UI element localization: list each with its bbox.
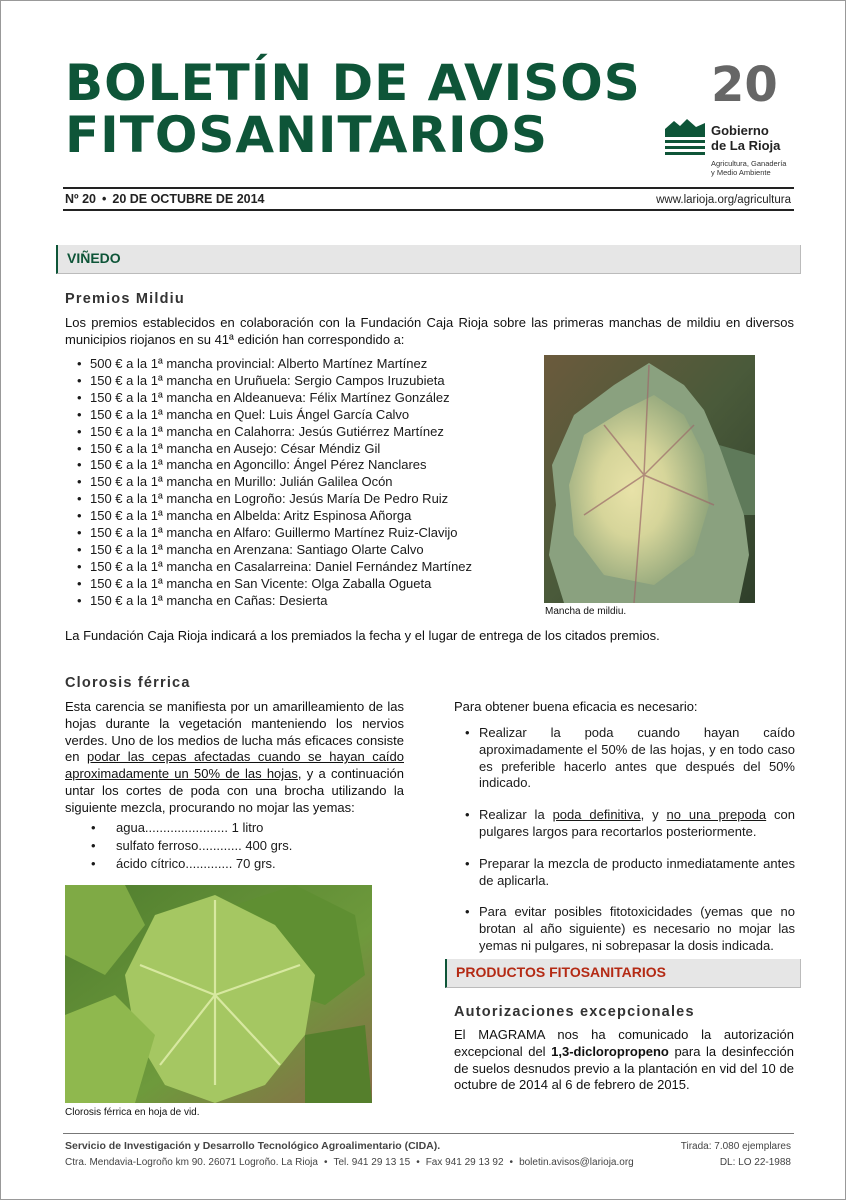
- footer-fax: Fax 941 29 13 92: [425, 1157, 504, 1168]
- issue-date: 20 DE OCTUBRE DE 2014: [112, 192, 265, 206]
- prize-list: [77, 356, 472, 610]
- separator-dot: •: [101, 192, 107, 206]
- footer-rule: [63, 1133, 794, 1134]
- bulletin-title: [65, 54, 641, 164]
- list-item: • Preparar la mezcla de producto inmediatamente antes de aplicarla.: [463, 856, 795, 890]
- no-prepoda: no una prepoda: [666, 807, 767, 823]
- pruning-recommendation: podar las cepas afectadas cuando se hayan caído aproximadamente un 50% de las hojas: [65, 749, 404, 782]
- mildiu-leaf-photo: [544, 355, 755, 603]
- la-rioja-emblem-icon: [665, 117, 705, 157]
- list-item: • agua....................... 1 litro: [91, 819, 292, 837]
- footer-print-run: Tirada: 7.080 ejemplares: [680, 1141, 791, 1152]
- heading-premios-mildiu: Premios Mildiu: [65, 291, 185, 307]
- autorizacion-text: El MAGRAMA nos ha comunicado la autorización excepcional del 1,3-dicloropropeno para la desinfección de suelos desnudos previo a la plantación en vid del 10 de octubre de 2014 al 6 de febrero de 2015.: [454, 1027, 794, 1093]
- mixture-ingredients: [91, 819, 292, 873]
- footer-tel: Tel. 941 29 13 15: [333, 1157, 411, 1168]
- list-item: • 150 € a la 1ª mancha en San Vicente: Olga Zaballa Ogueta: [77, 576, 472, 593]
- issue-number: Nº 20: [65, 192, 96, 206]
- website-link[interactable]: www.larioja.org/agricultura: [656, 194, 791, 206]
- list-item: • 150 € a la 1ª mancha en Murillo: Julián Galilea Ocón: [77, 474, 472, 491]
- poda-definitiva: poda definitiva: [552, 807, 641, 823]
- title-line-2: FITOSANITARIOS: [65, 106, 549, 164]
- list-item: • Realizar la poda definitiva, y no una prepoda con pulgares largos para recortarlos posteriormente.: [463, 807, 795, 841]
- header-rule-bottom: [63, 209, 794, 211]
- list-item: • 150 € a la 1ª mancha en Casalarreina: Daniel Fernández Martínez: [77, 559, 472, 576]
- product-name: 1,3-dicloropropeno: [551, 1043, 669, 1059]
- list-item: • 150 € a la 1ª mancha en Alfaro: Guillermo Martínez Ruiz-Clavijo: [77, 525, 472, 542]
- efficacy-intro: Para obtener buena eficacia es necesario:: [454, 699, 698, 714]
- footer-legal-deposit: DL: LO 22-1988: [719, 1157, 791, 1168]
- clorosis-photo-caption: Clorosis férrica en hoja de vid.: [65, 1107, 200, 1118]
- list-item: • 150 € a la 1ª mancha en Aldeanueva: Félix Martínez González: [77, 390, 472, 407]
- list-item: • 150 € a la 1ª mancha en Ausejo: César Méndiz Gil: [77, 441, 472, 458]
- title-line-1: BOLETÍN DE AVISOS: [65, 54, 641, 112]
- list-item: • sulfato ferroso............ 400 grs.: [91, 837, 292, 855]
- section-vinedo-header: VIÑEDO: [56, 245, 801, 274]
- efficacy-requirements: [463, 725, 795, 970]
- list-item: • 150 € a la 1ª mancha en Cañas: Desierta: [77, 593, 472, 610]
- clorosis-leaf-photo: [65, 885, 372, 1103]
- list-item: • 150 € a la 1ª mancha en Albelda: Aritz Espinosa Añorga: [77, 508, 472, 525]
- heading-clorosis-ferrica: Clorosis férrica: [65, 675, 191, 691]
- list-item: • 150 € a la 1ª mancha en Logroño: Jesús María De Pedro Ruiz: [77, 491, 472, 508]
- list-item: • 150 € a la 1ª mancha en Agoncillo: Ángel Pérez Nanclares: [77, 457, 472, 474]
- clorosis-description: Esta carencia se manifiesta por un amarilleamiento de las hojas durante la vegetación manteniendo los nervios verdes. Uno de los medios de lucha más eficaces consiste en podar las cepas afectadas cuando se hayan caído aproximadamente un 50% de las hojas, y a continuación untar los cortes de poda con una brocha utilizando la siguiente mezcla, procurando no mojar las yemas:: [65, 699, 404, 815]
- footer-contact: Ctra. Mendavia-Logroño km 90. 26071 Logroño. La Rioja • Tel. 941 29 13 15 • Fax 941 29 13 92 • boletin.avisos@larioja.org: [65, 1157, 634, 1168]
- list-item: • Realizar la poda cuando hayan caído aproximadamente el 50% de las hojas, y en todo caso es preferible hacerlo antes que después del 50% indicado.: [463, 725, 795, 792]
- logo-department: Agricultura, Ganadería y Medio Ambiente: [711, 159, 787, 177]
- mildiu-photo-caption: Mancha de mildiu.: [545, 606, 627, 617]
- gobierno-la-rioja-logo: [665, 115, 795, 185]
- footer-email[interactable]: boletin.avisos@larioja.org: [519, 1157, 634, 1168]
- issue-line: [65, 192, 265, 206]
- section-productos-header: PRODUCTOS FITOSANITARIOS: [445, 959, 801, 988]
- list-item: • 500 € a la 1ª mancha provincial: Alberto Martínez Martínez: [77, 356, 472, 373]
- header-rule-top: [63, 187, 794, 189]
- mildiu-closing: La Fundación Caja Rioja indicará a los premiados la fecha y el lugar de entrega de los citados premios.: [65, 628, 660, 643]
- list-item: • ácido cítrico............. 70 grs.: [91, 855, 292, 873]
- list-item: • 150 € a la 1ª mancha en Quel: Luis Ángel García Calvo: [77, 407, 472, 424]
- mildiu-intro: Los premios establecidos en colaboración con la Fundación Caja Rioja sobre las primeras manchas de mildiu en diversos municipios riojanos en su 41ª edición han correspondido a:: [65, 315, 794, 347]
- logo-name: Gobierno de La Rioja: [711, 123, 781, 153]
- list-item: • 150 € a la 1ª mancha en Calahorra: Jesús Gutiérrez Martínez: [77, 424, 472, 441]
- list-item: • 150 € a la 1ª mancha en Arenzana: Santiago Olarte Calvo: [77, 542, 472, 559]
- heading-autorizaciones: Autorizaciones excepcionales: [454, 1004, 695, 1020]
- list-item: • 150 € a la 1ª mancha en Uruñuela: Sergio Campos Iruzubieta: [77, 373, 472, 390]
- footer-service: Servicio de Investigación y Desarrollo Tecnológico Agroalimentario (CIDA).: [65, 1140, 441, 1152]
- footer-address: Ctra. Mendavia-Logroño km 90. 26071 Logroño. La Rioja: [65, 1157, 318, 1168]
- issue-number-large: 20: [711, 57, 778, 113]
- list-item: • Para evitar posibles fitotoxicidades (yemas que no brotan al año siguiente) es necesario no mojar las yemas ni pulgares, ni sobrepasar la dosis indicada.: [463, 904, 795, 954]
